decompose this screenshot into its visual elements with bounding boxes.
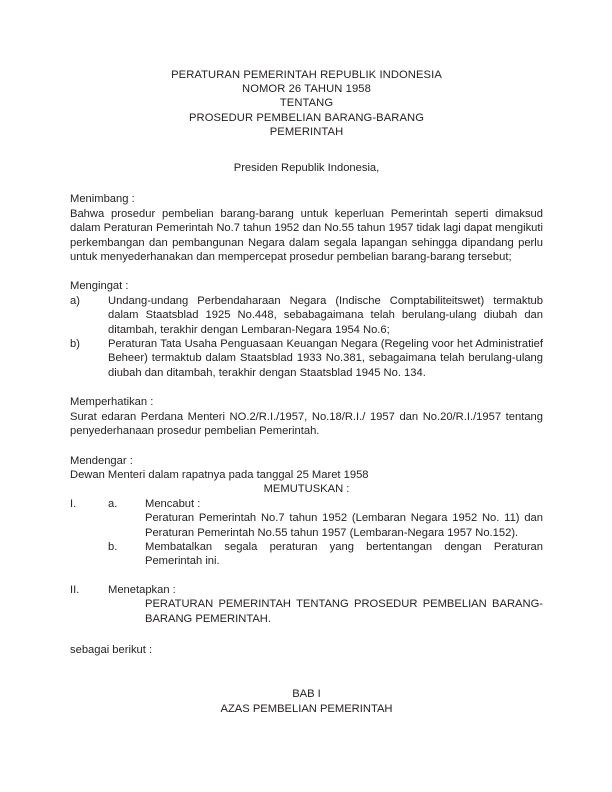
chapter-title: AZAS PEMBELIAN PEMERINTAH	[220, 702, 393, 715]
spacer-after-observing	[70, 439, 543, 454]
considering-label: Menimbang :	[70, 193, 135, 206]
title-line-2: NOMOR 26 TAHUN 1958	[242, 83, 371, 96]
spacer-after-decisions	[70, 626, 543, 643]
decision-i-sub-b-text: Membatalkan segala peraturan yang bertentangan dengan Peraturan Pemerintah ini.	[145, 540, 543, 568]
spacer-after-recalling	[70, 380, 543, 395]
decision-i-sub-b-marker: b.	[108, 540, 118, 553]
decision-item-ii-heading: Menetapkan :	[108, 583, 176, 596]
title-line-3: TENTANG	[279, 97, 334, 110]
decision-i-sub-a-marker: a.	[108, 497, 118, 510]
title-line-4: PROSEDUR PEMBELIAN BARANG-BARANG	[188, 111, 425, 124]
recalling-item-b-marker: b)	[70, 338, 80, 351]
recalling-item-a-text: Undang-undang Perbendaharaan Negara (Indische Comptabiliteitswet) termaktub dalam Staatsblad 1925 No.448, sebabagaimana telah berulang-ulang diubah dan ditambah, terakhir dengan Lembaran-Negara 1954 No.6;	[108, 294, 543, 336]
issuer-line: Presiden Republik Indonesia,	[233, 162, 380, 175]
spacer-after-considering	[70, 264, 543, 279]
decision-i-sub-b	[108, 540, 543, 569]
recalling-item-a	[70, 294, 543, 337]
decision-item-ii	[70, 583, 543, 597]
document-body	[70, 68, 543, 716]
hearing-label: Mendengar :	[70, 454, 133, 467]
decision-i-sub-a-text: Peraturan Pemerintah No.7 tahun 1952 (Lembaran Negara 1952 No. 11) dan Peraturan Pemerintah No.55 tahun 1957 (Lembaran-Negara 1957 No.152).	[145, 512, 543, 539]
document-title-block	[70, 68, 543, 139]
decision-item-i-marker: I.	[70, 497, 77, 510]
decision-i-sub-a-text-row	[108, 511, 543, 540]
recalling-item-b-text: Peraturan Tata Usaha Penguasaan Keuangan Negara (Regeling voor het Administratief Beheer) termaktub dalam Staatsblad 1933 No.381, sebagaimana telah berulang-ulang diubah dan ditambah, terakhir dengan Staatsblad 1945 No. 134.	[108, 338, 543, 379]
observing-text: Surat edaran Perdana Menteri NO.2/R.I./1957, No.18/R.I./ 1957 dan No.20/R.I./1957 tentang penyederhanaan prosedur pembelian Pemerintah.	[70, 410, 543, 438]
decision-item-ii-text: PERATURAN PEMERINTAH TENTANG PROSEDUR PEMBELIAN BARANG-BARANG PEMERINTAH.	[145, 598, 543, 625]
title-line-1: PERATURAN PEMERINTAH REPUBLIK INDONESIA	[171, 69, 442, 81]
recalling-item-b	[70, 337, 543, 380]
title-line-5: PEMERINTAH	[269, 125, 344, 138]
recalling-item-a-marker: a)	[70, 294, 80, 307]
decision-item-i-body	[108, 497, 543, 569]
spacer-after-issuer	[70, 175, 543, 192]
spacer-between-decisions	[70, 569, 543, 583]
spacer-after-title	[70, 139, 543, 161]
closing-line: sebagai berikut :	[70, 643, 153, 656]
recalling-label: Mengingat :	[70, 280, 129, 293]
decision-item-i	[70, 497, 543, 569]
decision-item-ii-marker: II.	[70, 583, 80, 596]
chapter-number: BAB I	[292, 688, 321, 701]
decision-i-sub-a	[108, 497, 543, 511]
observing-label: Memperhatikan :	[70, 396, 154, 409]
decision-i-sub-a-heading: Mencabut :	[145, 497, 201, 510]
decision-heading: MEMUTUSKAN :	[263, 483, 350, 496]
hearing-text: Dewan Menteri dalam rapatnya pada tanggal 25 Maret 1958	[70, 468, 369, 481]
considering-text: Bahwa prosedur pembelian barang-barang untuk keperluan Pemerintah seperti dimaksud dalam Peraturan Pemerintah No.7 tahun 1952 dan No.55 tahun 1957 tidak lagi dapat mengikuti perkembangan dan pembangunan Negara dalam segala lapangan sehingga dipandang perlu untuk menyederhanakan dan mempercepat prosedur pembelian barang-barang tersebut;	[70, 207, 543, 264]
spacer-before-chapter	[70, 657, 543, 687]
